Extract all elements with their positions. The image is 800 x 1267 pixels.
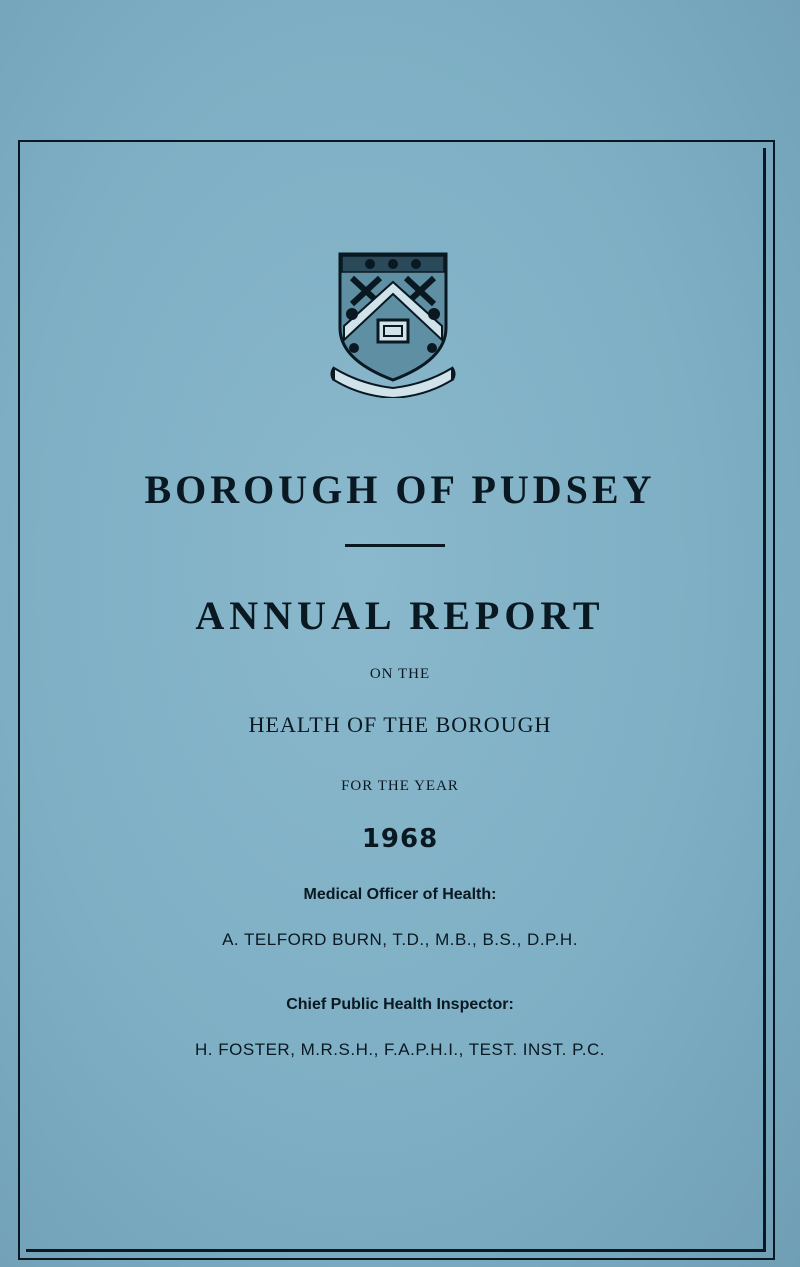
on-the-text: ON THE <box>369 666 431 682</box>
medical-officer-label: Medical Officer of Health: <box>303 886 497 903</box>
title-divider <box>345 544 445 547</box>
for-the-year-text: FOR THE YEAR <box>341 778 459 794</box>
chief-inspector-label: Chief Public Health Inspector: <box>286 996 514 1013</box>
report-year: 1968 <box>361 824 439 854</box>
report-subject: HEALTH OF THE BOROUGH <box>248 712 552 737</box>
report-title: ANNUAL REPORT <box>195 593 605 638</box>
coat-of-arms-icon <box>330 248 456 398</box>
chief-inspector-name: H. FOSTER, M.R.S.H., F.A.P.H.I., TEST. INST. P.C. <box>195 1040 605 1059</box>
medical-officer-name: A. TELFORD BURN, T.D., M.B., B.S., D.P.H. <box>222 930 578 949</box>
cover-title: BOROUGH OF PUDSEY <box>144 467 656 512</box>
